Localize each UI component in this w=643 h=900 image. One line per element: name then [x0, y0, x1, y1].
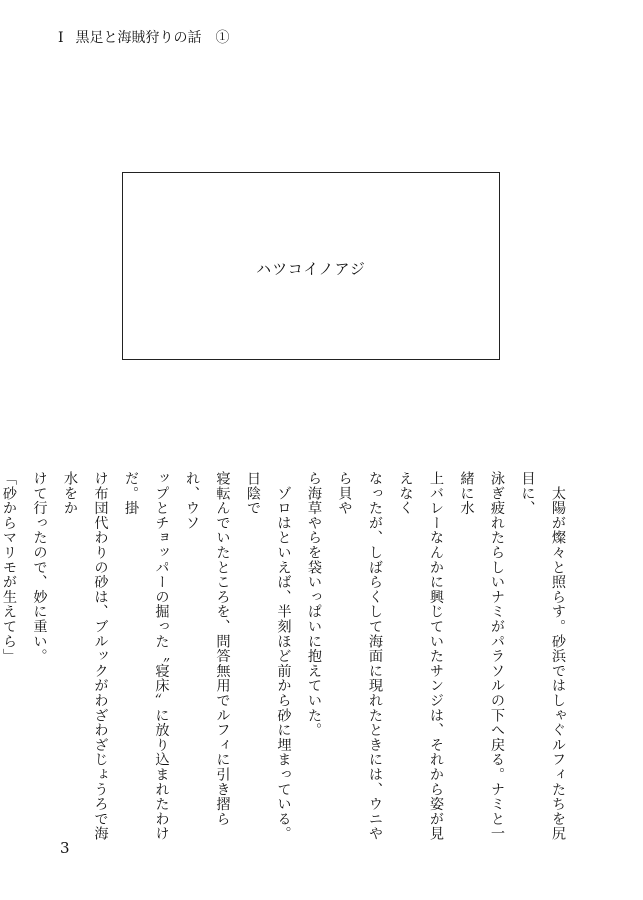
page-number: 3 — [60, 839, 70, 857]
body-line: けて行ったので、妙に重い。 — [31, 471, 48, 664]
body-line: 「砂からマリモが生えてら」 — [1, 471, 17, 664]
body-line: なったが、しばらくして海面に現れたときには、ウニやら貝や — [336, 471, 383, 841]
body-line: 泳ぎ疲れたらしいナミがパラソルの下へ戻る。ナミと一緒に水 — [458, 471, 505, 841]
part-number: Ⅰ — [58, 30, 64, 46]
story-title: ハツコイノアジ — [256, 260, 366, 278]
body-line: 上バレーなんかに興じていたサンジは、それから姿が見えなく — [397, 471, 444, 841]
body-line: ップとチョッパーの掘った〝寝床〟に放り込まれたわけだ。掛 — [123, 471, 170, 841]
body-line: 太陽が燦々と照らす。砂浜ではしゃぐルフィたちを尻目に、 — [519, 471, 566, 841]
body-line: 寝転んでいたところを、問答無用でルフィに引き摺られ、ウソ — [184, 471, 231, 827]
chapter-title: 黒足と海賊狩りの話 ① — [75, 30, 230, 46]
body-line: け布団代わりの砂は、ブルックがわざわざじょうろで海水をか — [62, 471, 109, 841]
body-text — [1, 471, 573, 851]
running-head — [58, 28, 230, 48]
body-line: ゾロはといえば、半刻ほど前から砂に埋まっている。日陰で — [245, 471, 292, 841]
body-line: ら海草やらを袋いっぱいに抱えていた。 — [306, 471, 322, 738]
story-title-box — [122, 172, 500, 360]
